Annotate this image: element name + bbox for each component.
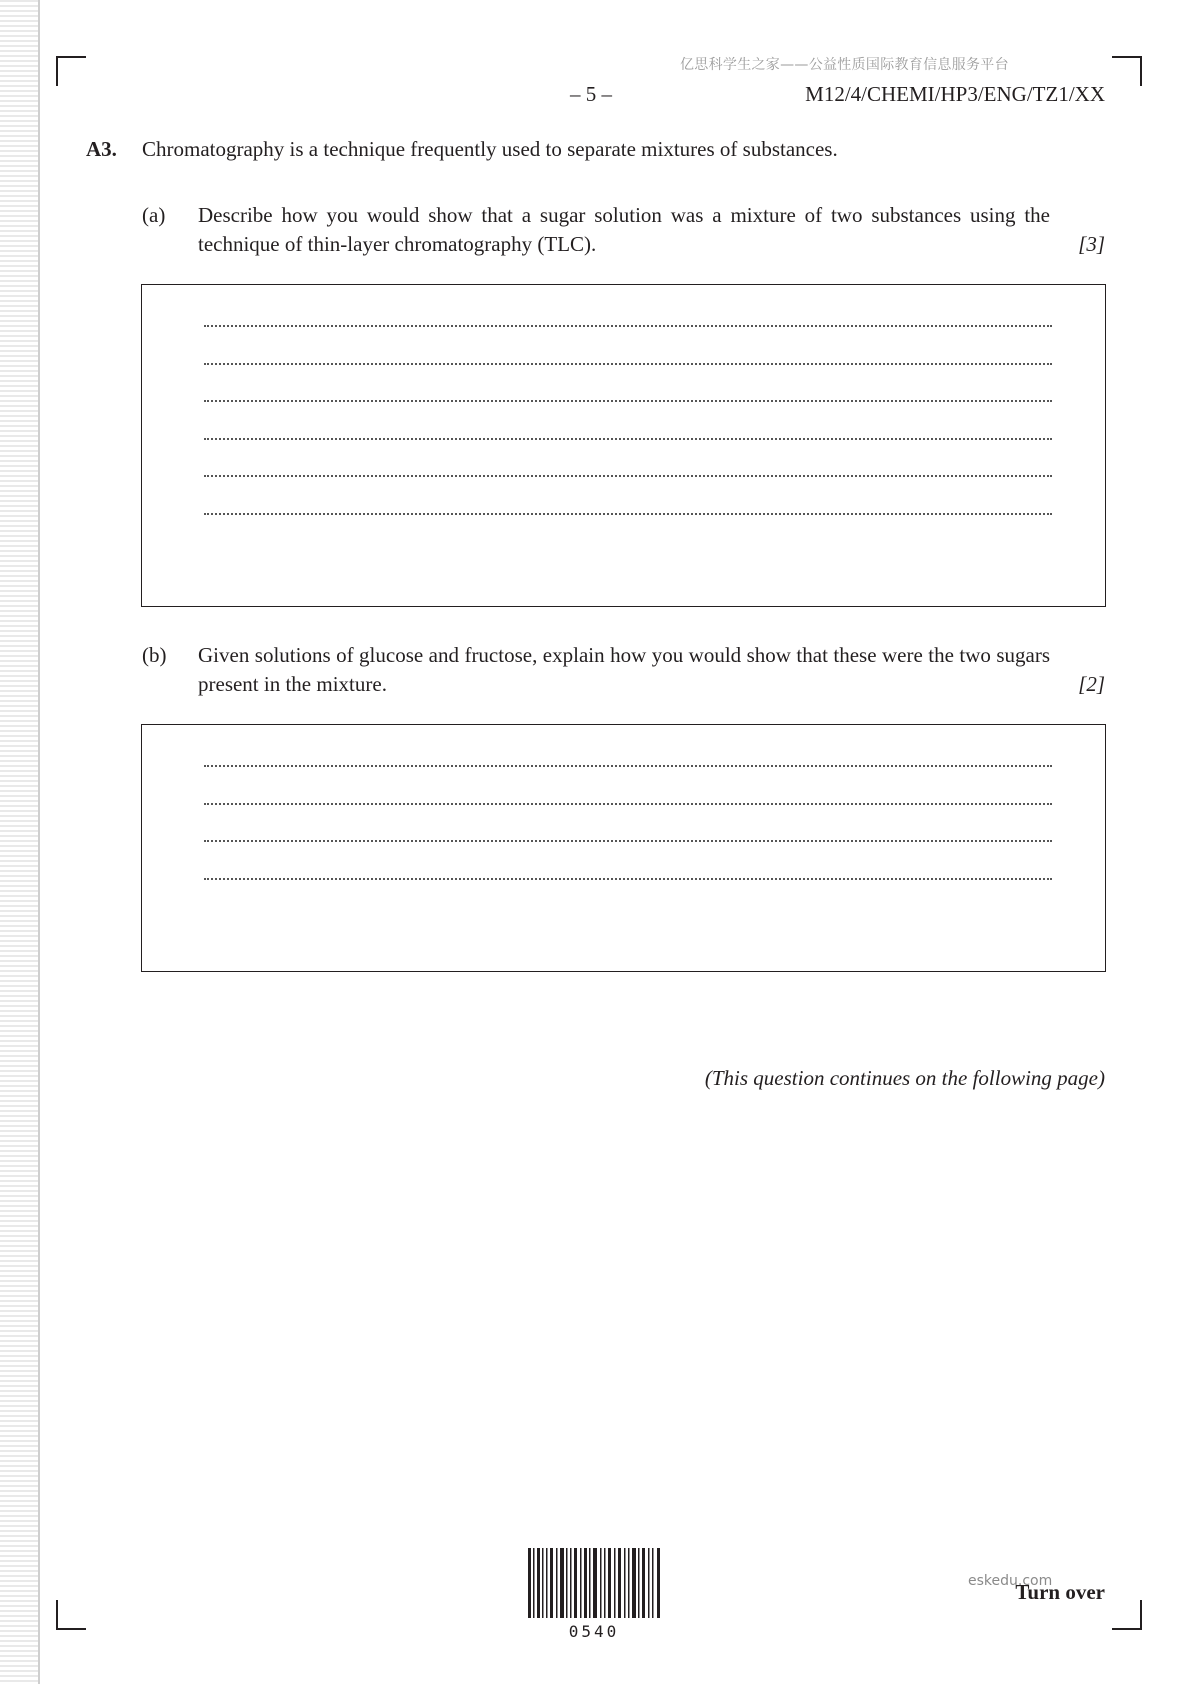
crop-mark-bottom-left: [56, 1600, 86, 1630]
part-a-text: Describe how you would show that a sugar solution was a mixture of two substances using the technique of thin-layer chromatography (TLC).: [198, 203, 1050, 256]
page-number: – 5 –: [570, 82, 612, 106]
answer-line[interactable]: [204, 400, 1052, 402]
part-b-label: (b): [142, 643, 167, 667]
turn-over-label: Turn over: [1015, 1580, 1105, 1604]
question-stem: Chromatography is a technique frequently used to separate mixtures of substances.: [142, 137, 838, 161]
continues-note: (This question continues on the following page): [704, 1066, 1105, 1090]
answer-line[interactable]: [204, 840, 1052, 842]
crop-mark-top-left: [56, 56, 86, 86]
part-b-marks: [2]: [1078, 672, 1105, 696]
answer-line[interactable]: [204, 878, 1052, 880]
answer-line[interactable]: [204, 475, 1052, 477]
answer-line[interactable]: [204, 765, 1052, 767]
answer-line[interactable]: [204, 803, 1052, 805]
paper-code: M12/4/CHEMI/HP3/ENG/TZ1/XX: [805, 82, 1105, 106]
answer-line[interactable]: [204, 438, 1052, 440]
part-a-marks: [3]: [1078, 232, 1105, 256]
binding-strip: [0, 0, 40, 1684]
answer-line[interactable]: [204, 513, 1052, 515]
barcode: [528, 1548, 660, 1618]
part-a-label: (a): [142, 203, 166, 227]
header-watermark: 亿思科学生之家——公益性质国际教育信息服务平台: [680, 57, 1009, 73]
footer-watermark: eskedu.com: [968, 1573, 1053, 1589]
barcode-number: 0540: [568, 1622, 620, 1641]
answer-line[interactable]: [204, 363, 1052, 365]
crop-mark-bottom-right: [1112, 1600, 1142, 1630]
crop-mark-top-right: [1112, 56, 1142, 86]
answer-line[interactable]: [204, 325, 1052, 327]
question-label: A3.: [86, 137, 117, 161]
part-a-answer-box[interactable]: [141, 284, 1106, 607]
part-b-text: Given solutions of glucose and fructose, explain how you would show that these were the two sugars present in the mixture.: [198, 643, 1050, 696]
part-b-answer-box[interactable]: [141, 724, 1106, 972]
